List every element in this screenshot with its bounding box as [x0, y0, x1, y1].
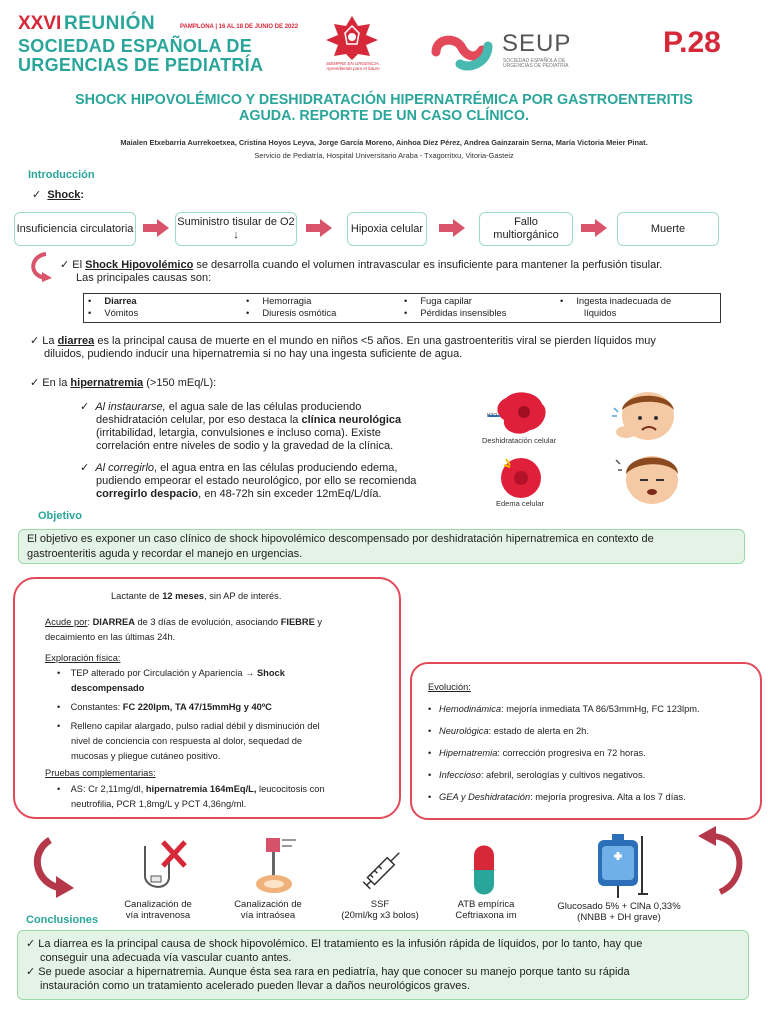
evolution-title: Evolución:	[428, 682, 471, 692]
dehydration-label: Deshidratación celular	[482, 436, 557, 445]
iv-caption: Canalización de vía intravenosa	[124, 899, 192, 921]
evolution-item: • GEA y Deshidratación: mejoría progresiva. Alta a los 7 días.	[428, 792, 686, 802]
title-line2: AGUDA. REPORTE DE UN CASO CLÍNICO.	[239, 108, 529, 124]
authors: Maialen Etxebarria Aurrekoetxea, Cristina Hoyos Leyva, Jorge García Moreno, Ainhoa Díez Pérez, Andrea Gainzarain Serna, María Victoria Meier Pinat.	[120, 138, 648, 147]
flow-box-4: Fallo multiorgánico	[479, 212, 573, 246]
congress-logo	[322, 14, 382, 60]
congress-logo-caption: SIEMPRE EN URGENCIA. Aprendiendo para el futuro	[325, 61, 380, 71]
iv-bag-icon	[592, 832, 658, 902]
diarrea-paragraph: ✓ La diarrea es la principal causa de muerte en el mundo en niños <5 años. En una gastroenteritis viral se pierden líquidos muy diluidos, pudiendo inducir una hipernatremia si no hay una ingesta suficiente de agua.	[30, 335, 656, 360]
curved-arrow-icon	[24, 250, 54, 282]
case-relleno: • Relleno capilar alargado, pulso radial débil y disminución del nivel de conciencia con respuesta al dolor, sequedad de mucosas y pliegue cutáneo positivo.	[57, 721, 320, 761]
curved-arrow-right-icon	[690, 826, 746, 896]
atb-caption: ATB empírica Ceftriaxona im	[455, 899, 517, 921]
conclusion-item: ✓ Se puede asociar a hipernatremia. Aunque ésta sea rara en pediatría, hay que conocer su manejo porque tanto su rápida	[26, 966, 630, 978]
check-icon: ✓	[30, 377, 40, 389]
syringe-icon	[358, 844, 408, 894]
case-tep: • TEP alterado por Circulación y Apariencia → Shock descompensado	[57, 668, 285, 693]
affiliation: Servicio de Pediatría, Hospital Universitario Araba - Txagorritxu, Vitoria-Gasteiz	[254, 151, 514, 160]
case-analitica: • AS: Cr 2,11mg/dl, hipernatremia 164mEq/L, leucocitosis con neutrofilia, PCR 1,8mg/L y PCT 4,36ng/ml.	[57, 784, 325, 809]
causes-col-1: • Diarrea • Vómitos	[88, 295, 139, 318]
causes-table	[83, 293, 721, 323]
evolution-item: • Hipernatremia: corrección progresiva en 72 horas.	[428, 748, 646, 758]
shock-label: Shock	[47, 189, 81, 201]
flow-box-1: Insuficiencia circulatoria	[14, 212, 136, 246]
io-caption: Canalización de vía intraósea	[234, 899, 302, 921]
edition-number: XXVI	[18, 13, 62, 34]
clinical-case-box	[13, 577, 401, 819]
reunion-label: REUNIÓN	[64, 13, 156, 34]
poster-title	[20, 92, 748, 124]
corregirlo-paragraph: ✓ Al corregirlo, el agua entra en las células produciendo edema, pudiendo empeorar el estado neurológico, por ello se recomienda corregirlo despacio, en 48-72h sin exceder 12mEq/L/día.	[80, 462, 417, 500]
causes-col-3: • Fuga capilar • Pérdidas insensibles	[404, 295, 507, 318]
edema-label: Edema celular	[496, 499, 544, 508]
case-constantes: • Constantes: FC 220lpm, TA 47/15mmHg y 40ºC	[57, 702, 272, 712]
check-icon: ✓	[32, 189, 42, 201]
causes-col-4: • Ingesta inadecuada de líquidos	[560, 295, 672, 318]
check-icon: ✓	[80, 401, 90, 413]
evolution-box	[410, 662, 762, 820]
curved-arrow-left-icon	[30, 836, 90, 898]
evolution-item: • Neurológica: estado de alerta en 2h.	[428, 726, 589, 736]
ssf-caption: SSF (20ml/kg x3 bolos)	[341, 899, 419, 921]
place-date: PAMPLONA | 16 AL 18 DE JUNIO DE 2022	[180, 24, 299, 30]
seup-subtitle: SOCIEDAD ESPAÑOLA DE URGENCIAS DE PEDIATRÍA	[503, 58, 569, 69]
society-name-line2: URGENCIAS DE PEDIATRÍA	[18, 55, 264, 75]
intro-heading: Introducción	[28, 169, 95, 181]
check-icon: ✓	[60, 259, 70, 271]
sick-child-icon	[610, 388, 680, 444]
conclusion-item: ✓ La diarrea es la principal causa de shock hipovolémico. El tratamiento es la infusión rápida de líquidos, por lo tanto, hay que	[26, 938, 643, 950]
hipernatremia-heading: ✓ En la hipernatremia (>150 mEq/L):	[30, 377, 217, 389]
seup-logo-mark	[430, 30, 494, 72]
causes-col-2: • Hemorragia • Diuresis osmótica	[246, 295, 337, 318]
shock-label-row: ✓ Shock:	[32, 189, 85, 201]
lethargic-child-icon	[614, 450, 684, 506]
case-patient-line: Lactante de 12 meses, sin AP de interés.	[111, 591, 282, 601]
flow-box-2: Suministro tisular de O2 ↓	[175, 212, 297, 246]
edema-cell-icon	[496, 455, 546, 499]
conclusiones-box: ✓ La diarrea es la principal causa de shock hipovolémico. El tratamiento es la infusión rápida de líquidos, por lo tanto, hay que conseguir una adecuada vía vascular cuanto antes. ✓ Se puede asociar a hipernatremia. Aunque ésta sea rara en pediatría, hay que conocer su manejo porque tanto su rápida instauración como un tratamiento acelerado pueden llevar a daños neurológicos graves.	[17, 930, 749, 1000]
arrow-right-icon	[581, 219, 607, 237]
check-icon: ✓	[26, 938, 36, 950]
objetivo-heading: Objetivo	[38, 510, 83, 522]
flow-box-5: Muerte	[617, 212, 719, 246]
check-icon: ✓	[26, 966, 36, 978]
society-name-line1: SOCIEDAD ESPAÑOLA DE	[18, 36, 253, 56]
poster-number: P.28	[663, 26, 721, 59]
check-icon: ✓	[80, 462, 90, 474]
title-line1: SHOCK HIPOVOLÉMICO Y DESHIDRATACIÓN HIPERNATRÉMICA POR GASTROENTERITIS	[75, 92, 693, 108]
case-acude: Acude por: DIARREA de 3 días de evolución, asociando FIEBRE y decaimiento en las últimas 24h.	[45, 617, 323, 642]
arrow-right-icon	[306, 219, 332, 237]
case-pruebas-label: Pruebas complementarias:	[45, 768, 156, 778]
evolution-item: • Infeccioso: afebril, serologías y cultivos negativos.	[428, 770, 646, 780]
flow-box-3: Hipoxia celular	[347, 212, 427, 246]
instaurarse-paragraph: ✓ Al instaurarse, el agua sale de las células produciendo deshidratación celular, por eso destaca la clínica neurológica (irritabilidad, letargia, convulsiones e incluso coma). Existe correlación entre niveles de sodio y la gravedad de la clínica.	[80, 401, 402, 452]
case-exploracion-label: Exploración física:	[45, 653, 121, 663]
iv-hand-icon	[125, 836, 189, 896]
arrow-right-icon	[439, 219, 465, 237]
capsule-icon	[470, 842, 498, 898]
intraosseous-icon	[252, 834, 306, 896]
evolution-item: • Hemodinámica: mejoría inmediata TA 86/53mmHg, FC 123lpm.	[428, 704, 700, 714]
seup-wordmark: SEUP	[502, 30, 572, 57]
objetivo-box: El objetivo es exponer un caso clínico de shock hipovolémico descompensado por deshidratación hipernatremica en contexto de gastroenteritis aguda y recordar el manejo en urgencias.	[18, 529, 745, 564]
arrow-right-icon	[143, 219, 169, 237]
shock-hipovolemico-paragraph: ✓ El Shock Hipovolémico se desarrolla cuando el volumen intravascular es insuficiente para mantener la perfusión tisular. Las principales causas son:	[60, 259, 663, 284]
check-icon: ✓	[30, 335, 40, 347]
glucosado-caption: Glucosado 5% + ClNa 0,33% (NNBB + DH grave)	[557, 901, 681, 923]
h2o-label: H2O	[487, 413, 498, 419]
conclusiones-heading: Conclusiones	[26, 914, 99, 926]
